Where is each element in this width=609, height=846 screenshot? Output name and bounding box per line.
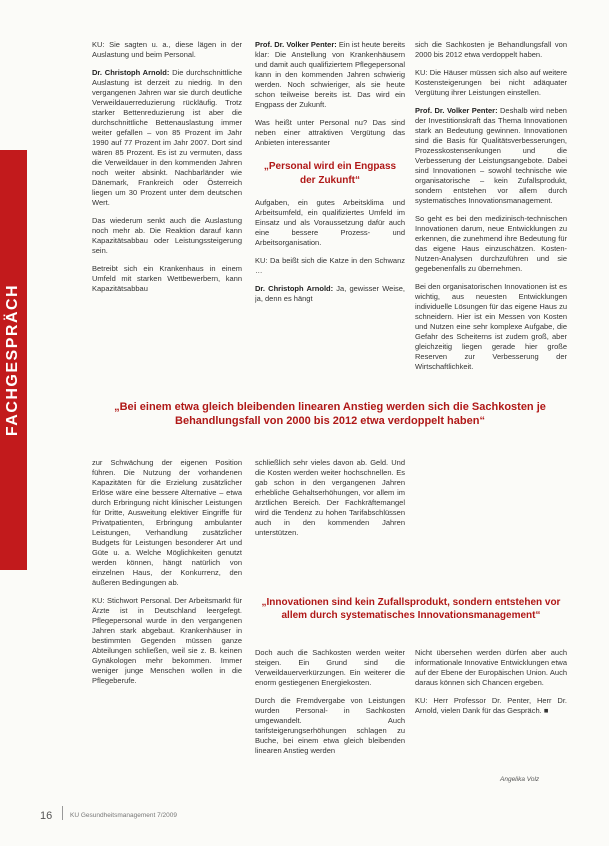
column-2-middle	[255, 458, 405, 588]
speaker: Dr. Christoph Arnold:	[92, 68, 170, 77]
speaker: Prof. Dr. Volker Penter:	[255, 40, 337, 49]
paragraph: So geht es bei den medizinisch-technischen Innovationen darum, neue Entwicklungen zu erkennen, die zunehmend ihre Bedeutung für das eigene Haus einzuschätzen. Kosten-Nutzen-Analysen durchzuführen und sie gegebenenfalls zu übernehmen.	[415, 214, 567, 273]
paragraph: Aufgaben, ein gutes Arbeitsklima und Arbeitsumfeld, ein qualifiziertes Umfeld im Einsatz und als Voraussetzung dafür auch eine bessere Prozess- und Arbeitsorganisation.	[255, 198, 405, 247]
column-1-top	[92, 40, 242, 390]
publication-name: KU Gesundheitsmanagement 7/2009	[70, 812, 177, 819]
footer-divider	[62, 806, 63, 820]
author-credit: Angelika Volz	[500, 776, 540, 783]
paragraph: sich die Sachkosten je Behandlungsfall von 2000 bis 2012 etwa verdoppelt haben.	[415, 40, 567, 59]
subheading: „Personal wird ein Engpass der Zukunft“	[263, 161, 397, 186]
section-label: FACHGESPRÄCH	[4, 283, 22, 437]
page-number: 16	[40, 810, 53, 822]
paragraph: Prof. Dr. Volker Penter: Deshalb wird neben der Investitionskraft das Thema Innovationen stark an Bedeutung gewinnen. Innovationen sind die Basis für Qualitätsverbesserungen, Prozesskostensenkungen und die Verbesserung der Leistungsangebote. Dabei sind Innovationen – sowohl technische wie organisatorische – kein Zufallsprodukt, sondern entstehen vor allem durch systematisches Innovationsmanagement.	[415, 106, 567, 205]
column-2-bottom	[255, 648, 405, 788]
paragraph: Doch auch die Sachkosten werden weiter steigen. Ein Grund sind die Verweildauerverkürzungen. Ein weiterer die enorm gestiegenen Energiekosten.	[255, 648, 405, 687]
column-1-bottom	[92, 458, 242, 788]
paragraph: Was heißt unter Personal nu? Das sind neben einer attraktiven Vergütung das Anbieten interessanter	[255, 118, 405, 147]
paragraph: KU: Da beißt sich die Katze in den Schwanz …	[255, 256, 405, 275]
paragraph: Nicht übersehen werden dürfen aber auch informationale Innovative Entwicklungen etwa auf der Ebene der Europäischen Union. Auch daraus können sich Chancen ergeben.	[415, 648, 567, 687]
paragraph: Das wiederum senkt auch die Auslastung noch mehr ab. Die Reaktion darauf kann Kapazitätsabbau oder Leistungssteigerung sein.	[92, 216, 242, 255]
paragraph: KU: Herr Professor Dr. Penter, Herr Dr. Arnold, vielen Dank für das Gespräch. ■	[415, 696, 567, 715]
paragraph: Dr. Christoph Arnold: Ja, gewisser Weise, ja, denn es hängt	[255, 284, 405, 303]
paragraph: KU: Sie sagten u. a., diese lägen in der Auslastung und beim Personal.	[92, 40, 242, 59]
pull-quote: „Bei einem etwa gleich bleibenden linearen Anstieg werden sich die Sachkosten je Behandlungsfall von 2000 bis 2012 etwa verdoppelt haben“	[114, 401, 546, 427]
speaker: Dr. Christoph Arnold:	[255, 284, 334, 293]
paragraph: KU: Die Häuser müssen sich also auf weitere Kostensteigerungen bei nicht adäquater Vergütung ihrer Leistungen einstellen.	[415, 68, 567, 97]
column-2-top	[255, 40, 405, 390]
paragraph: Dr. Christoph Arnold: Die durchschnittliche Auslastung ist derzeit zu niedrig. In den vergangenen Jahren war sie durch deutliche Verweildauerreduzierung rückläufig. Trotz starker Bettenreduzierung ist aber die durchschnittliche Bettenauslastung immer weiter gefallen – von 85 Prozent im Jahr 1990 auf 77 Prozent im Jahr 2007. Dort sind wären 85 Prozent. Es ist zu vermuten, dass die Verweildauer in den kommenden Jahren noch weiter absinkt. Nachbarländer wie Dänemark, Frankreich oder Österreich liegen um 30 Prozent unter dem deutschen Wert.	[92, 68, 242, 207]
paragraph: Betreibt sich ein Krankenhaus in einem Umfeld mit starken Wettbewerbern, kann Kapazitätsabbau	[92, 264, 242, 293]
paragraph: Durch die Fremdvergabe von Leistungen wurden Personal- in Sachkosten umgewandelt. Auch tarifsteigerungserhöhungen schlagen zu Buche, bei einem etwa gleich bleibenden linearen Anstieg werden	[255, 696, 405, 755]
paragraph: Prof. Dr. Volker Penter: Ein ist heute bereits klar: Die Anstellung von Krankenhäusern und damit auch qualifiziertem Pflegepersonal kann in den kommenden Jahren schwierig werden. Noch schwieriger, als sie heute schon teilweise bereits ist. Das wird ein Engpass der Zukunft.	[255, 40, 405, 109]
paragraph: schließlich sehr vieles davon ab. Geld. Und die Kosten werden weiter hochschnellen. Es gab schon in den vergangenen Jahren erhebliche Gehaltserhöhungen, vor allem im ärztlichen Bereich. Der Fachkräftemangel wird die Tendenz zu hohen Tarifabschlüssen auch in den kommenden Jahren unterstützen.	[255, 458, 405, 537]
paragraph: zur Schwächung der eigenen Position führen. Die Nutzung der vorhandenen Kapazitäten für die Erzielung zusätzlicher Erlöse wäre eine bessere Alternative – etwa durch Erbringung nicht klinischer Leistungen für Dritte, Ausweitung elektiver Eingriffe für Privatpatienten, Erbringung ambulanter Leistungen, Verhandlung zusätzlicher Budgets für Leistungen besonderer Art und Güte u. a. Welche Möglichkeiten genutzt werden können, hängt natürlich von einzelnen Haus, der Konkurrenz, den äußeren Bedingungen ab.	[92, 458, 242, 587]
column-3-bottom	[415, 648, 567, 773]
column-3-top	[415, 40, 567, 390]
section-sidebar	[0, 150, 27, 570]
speaker: Prof. Dr. Volker Penter:	[415, 106, 498, 115]
paragraph: Bei den organisatorischen Innovationen ist es wichtig, aus neuesten Entwicklungen individuelle Lösungen für das eigene Haus zu schneidern. Hier ist ein Messen von Kosten und Nutzen eine sehr komplexe Aufgabe, die Gefahr des Scheiterns ist zudem groß, aber gleichzeitig liegen gerade hier große Reserven zur Verbesserung der Wirtschaftlichkeit.	[415, 282, 567, 371]
paragraph: KU: Stichwort Personal. Der Arbeitsmarkt für Ärzte ist in Deutschland leergefegt. Pflegepersonal wurde in den vergangenen Jahren stark abgebaut. Krankenhäuser in bestimmten Gegenden müssen ganze Abteilungen schließen, weil sie z. B. keinen Gynäkologen mehr bekommen. Immer weniger junge Menschen wollen in die Pflegeberufe.	[92, 596, 242, 685]
pull-quote: „Innovationen sind kein Zufallsprodukt, sondern entstehen vor allem durch systematisches Innovationsmanagement“	[261, 597, 561, 621]
